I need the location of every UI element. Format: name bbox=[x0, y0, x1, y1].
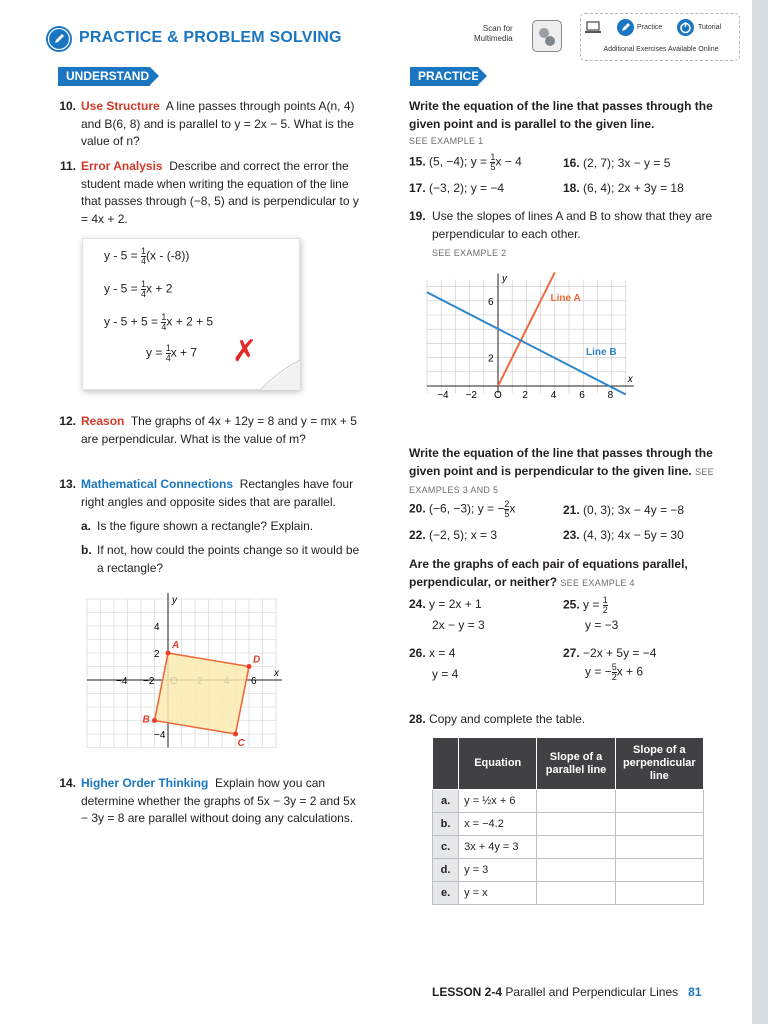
table-header-row bbox=[433, 738, 704, 790]
exercise-23: 23. (4, 3); 4x − 5y = 30 bbox=[563, 528, 684, 542]
exercise-15: 15. (5, −4); y = $\frac{1}{5}$ x − 4 bbox=[409, 152, 522, 172]
exercise-21: 21. (0, 3); 3x − 4y = −8 bbox=[563, 503, 685, 517]
vertex-point bbox=[233, 732, 238, 737]
exercise-17: 17. (−3, 2); y = −4 bbox=[409, 181, 505, 195]
exercise-24: 24. y = 2x + 1 2x − y = 3 bbox=[409, 597, 485, 632]
exercise-26: 26. x = 4 y = 4 bbox=[409, 646, 459, 681]
table-row: a. y = ½x + 6 bbox=[433, 790, 704, 813]
pencil-icon bbox=[46, 26, 72, 52]
work-line-4: y = $\frac{1}{4}$ x + 7 bbox=[146, 343, 198, 363]
vertex-label: C bbox=[237, 738, 245, 749]
x-axis-label: x bbox=[627, 374, 633, 385]
table-row: d. y = 3 bbox=[433, 859, 704, 882]
y-axis-label: y bbox=[502, 273, 507, 285]
additional-exercises-note: Additional Exercises Available Online bbox=[603, 46, 719, 53]
note-curl bbox=[260, 360, 300, 390]
work-line-3: y - 5 + 5 = $\frac{1}{4}$ x + 2 + 5 bbox=[104, 312, 214, 332]
quadrilateral bbox=[155, 653, 250, 734]
page-edge-stripe bbox=[752, 0, 768, 1024]
series-label-b: Line B bbox=[586, 346, 617, 358]
x-tick-label: −2 bbox=[143, 676, 155, 687]
error-x-icon: ✗ bbox=[232, 334, 258, 369]
tutorial-icon[interactable] bbox=[677, 19, 694, 36]
x-tick-label: O bbox=[494, 390, 502, 401]
scan-label: Scan for Multimedia bbox=[474, 24, 513, 43]
understand-tag: UNDERSTAND bbox=[58, 67, 150, 86]
vertex-point bbox=[166, 651, 171, 656]
practice-heading-2: Write the equation of the line that passes through the given point and is perpendicular to the given line. SEE EXAMPLES 3 AND 5 bbox=[409, 446, 714, 495]
series-label-a: Line A bbox=[550, 292, 581, 304]
laptop-icon[interactable] bbox=[585, 20, 603, 36]
vertex-label: D bbox=[253, 654, 261, 666]
exercise-20: 20. (−6, −3); y = − $\frac{2}{5}$ x bbox=[409, 499, 516, 519]
page-footer: LESSON 2-4 Parallel and Perpendicular Lines 81 bbox=[432, 985, 702, 999]
col-parallel: Slope of a parallel line bbox=[537, 738, 615, 790]
vertex-point bbox=[152, 718, 157, 723]
x-tick-label: −4 bbox=[437, 390, 449, 401]
work-line-1: y - 5 = $\frac{1}{4}$ (x - (-8)) bbox=[104, 246, 190, 266]
section-title: PRACTICE & PROBLEM SOLVING bbox=[79, 29, 342, 46]
col-equation: Equation bbox=[459, 738, 537, 790]
x-tick-label: −4 bbox=[116, 676, 128, 687]
vertex-point bbox=[247, 664, 252, 669]
y-tick-label: 2 bbox=[154, 649, 160, 660]
x-tick-label: 6 bbox=[579, 390, 585, 401]
table-row: e. y = x bbox=[433, 882, 704, 905]
practice-link[interactable]: Practice bbox=[637, 24, 663, 31]
x-tick-label: 8 bbox=[607, 390, 614, 401]
tutorial-link[interactable]: Tutorial bbox=[698, 24, 722, 31]
work-line-2: y - 5 = $\frac{1}{4}$ x + 2 bbox=[104, 279, 173, 299]
exercise-16: 16. (2, 7); 3x − y = 5 bbox=[563, 156, 671, 170]
x-tick-label: −2 bbox=[465, 390, 478, 401]
y-axis-label: y bbox=[172, 595, 177, 606]
x-tick-label: 4 bbox=[550, 390, 557, 401]
y-tick-label: 2 bbox=[488, 353, 494, 365]
exercise-27: 27. −2x + 5y = −4 y = − $\frac{5}{2}$ x + 6 bbox=[563, 646, 657, 682]
y-tick-label: 6 bbox=[488, 296, 494, 308]
practice-heading-3: Are the graphs of each pair of equations parallel, perpendicular, or neither? SEE EXAMPLE 4 bbox=[409, 557, 688, 589]
y-tick-label: 4 bbox=[154, 622, 160, 633]
col-perpendicular: Slope of a perpendicular line bbox=[615, 738, 703, 790]
exercise-28: 28. Copy and complete the table. bbox=[409, 712, 586, 726]
online-resources-box bbox=[580, 13, 740, 61]
y-tick-label: −4 bbox=[154, 730, 166, 741]
practice-icon[interactable] bbox=[617, 19, 634, 36]
rectangle-graph bbox=[82, 586, 282, 754]
vertex-label: A bbox=[172, 640, 180, 651]
exercise-18: 18. (6, 4); 2x + 3y = 18 bbox=[563, 181, 684, 195]
lines-graph bbox=[428, 268, 668, 408]
x-tick-label: 6 bbox=[251, 676, 257, 687]
table-row: c. 3x + 4y = 3 bbox=[433, 836, 704, 859]
slope-table bbox=[432, 737, 704, 905]
x-axis-label: x bbox=[274, 668, 279, 679]
practice-heading-1: Write the equation of the line that passes through the given point and is parallel to the given line. SEE EXAMPLE 1 bbox=[409, 99, 713, 146]
x-tick-label: 2 bbox=[522, 390, 528, 401]
practice-tag: PRACTICE bbox=[410, 67, 478, 86]
exercise-22: 22. (−2, 5); x = 3 bbox=[409, 528, 498, 542]
page-number: 81 bbox=[688, 985, 702, 999]
vertex-label: B bbox=[142, 714, 150, 726]
exercise-25: 25. y = $\frac{1}{2}$ y = −3 bbox=[563, 595, 619, 632]
qr-code-icon[interactable] bbox=[532, 20, 562, 52]
table-row: b. x = −4.2 bbox=[433, 813, 704, 836]
